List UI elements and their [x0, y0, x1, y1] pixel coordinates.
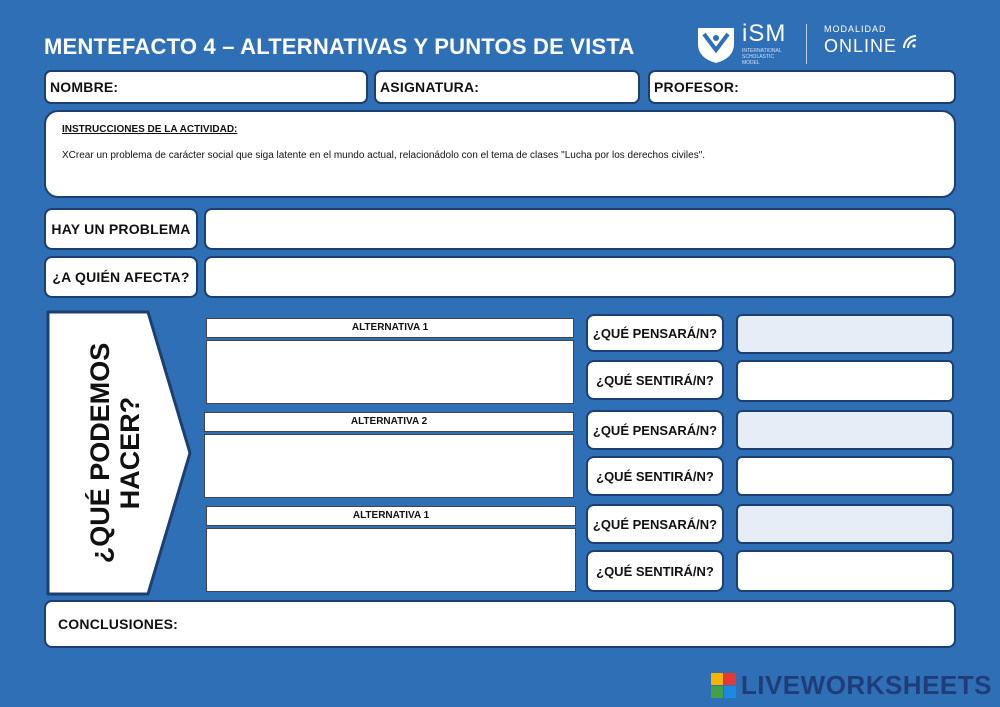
alt3-sentira-input[interactable]: [736, 550, 954, 592]
alt1-q-sentira: ¿QUÉ SENTIRÁ/N?: [586, 360, 724, 400]
alt1-pensara-input[interactable]: [736, 314, 954, 354]
alternativa-1-header: ALTERNATIVA 1: [206, 318, 574, 338]
nombre-label: NOMBRE:: [50, 79, 119, 95]
page-title: MENTEFACTO 4 – ALTERNATIVAS Y PUNTOS DE VISTA: [44, 34, 635, 59]
hay-problema-label-box: [44, 208, 198, 250]
a-quien-afecta-input[interactable]: [204, 256, 956, 298]
conclusiones-field[interactable]: [44, 600, 956, 648]
ism-brand: iSM: [742, 20, 787, 47]
liveworksheets-watermark: [711, 670, 992, 701]
instructions-box: [44, 110, 956, 198]
modality-label: MODALIDAD: [824, 24, 887, 34]
ism-logo: [696, 20, 926, 70]
instructions-heading: INSTRUCCIONES DE LA ACTIVIDAD:: [62, 124, 238, 135]
alternativa-1-input[interactable]: [206, 340, 574, 404]
ism-subtitle: INTERNATIONAL SCHOLASTIC MODEL: [742, 48, 782, 66]
alt3-q-pensara: ¿QUÉ PENSARÁ/N?: [586, 504, 724, 544]
hay-problema-label: HAY UN PROBLEMA: [51, 221, 191, 237]
liveworksheets-logo-icon: [711, 673, 737, 699]
alternativa-3-header: ALTERNATIVA 1: [206, 506, 576, 526]
alt3-q-sentira: ¿QUÉ SENTIRÁ/N?: [586, 550, 724, 592]
arrow-text-wrap: [60, 310, 170, 596]
alt1-q-pensara: ¿QUÉ PENSARÁ/N?: [586, 314, 724, 352]
profesor-field[interactable]: [648, 70, 956, 104]
alt2-sentira-input[interactable]: [736, 456, 954, 496]
nombre-field[interactable]: [44, 70, 368, 104]
arrow-line-2: HACER?: [115, 396, 145, 510]
hay-problema-input[interactable]: [204, 208, 956, 250]
modality-online: ONLINE: [824, 36, 898, 56]
alternativa-3-input[interactable]: [206, 528, 576, 592]
alt1-sentira-input[interactable]: [736, 360, 954, 402]
instructions-text: XCrear un problema de carácter social que siga latente en el mundo actual, relacionádolo con el tema de clases "Lucha por los derechos civiles".: [62, 150, 706, 161]
a-quien-afecta-label: ¿A QUIÉN AFECTA?: [52, 269, 190, 285]
asignatura-field[interactable]: [374, 70, 640, 104]
a-quien-afecta-label-box: [44, 256, 198, 298]
conclusiones-label: CONCLUSIONES:: [58, 616, 179, 632]
alternativa-2-input[interactable]: [204, 434, 574, 498]
alt2-q-sentira: ¿QUÉ SENTIRÁ/N?: [586, 456, 724, 496]
alt3-pensara-input[interactable]: [736, 504, 954, 544]
profesor-label: PROFESOR:: [654, 79, 740, 95]
ism-shield-icon: [696, 24, 736, 64]
wifi-icon: [902, 34, 918, 50]
liveworksheets-text: LIVEWORKSHEETS: [740, 670, 992, 700]
alt2-pensara-input[interactable]: [736, 410, 954, 450]
logo-divider: [806, 24, 807, 64]
alternativa-2-header: ALTERNATIVA 2: [204, 412, 574, 432]
asignatura-label: ASIGNATURA:: [380, 79, 480, 95]
alt2-q-pensara: ¿QUÉ PENSARÁ/N?: [586, 410, 724, 450]
arrow-line-1: ¿QUÉ PODEMOS: [85, 342, 115, 564]
